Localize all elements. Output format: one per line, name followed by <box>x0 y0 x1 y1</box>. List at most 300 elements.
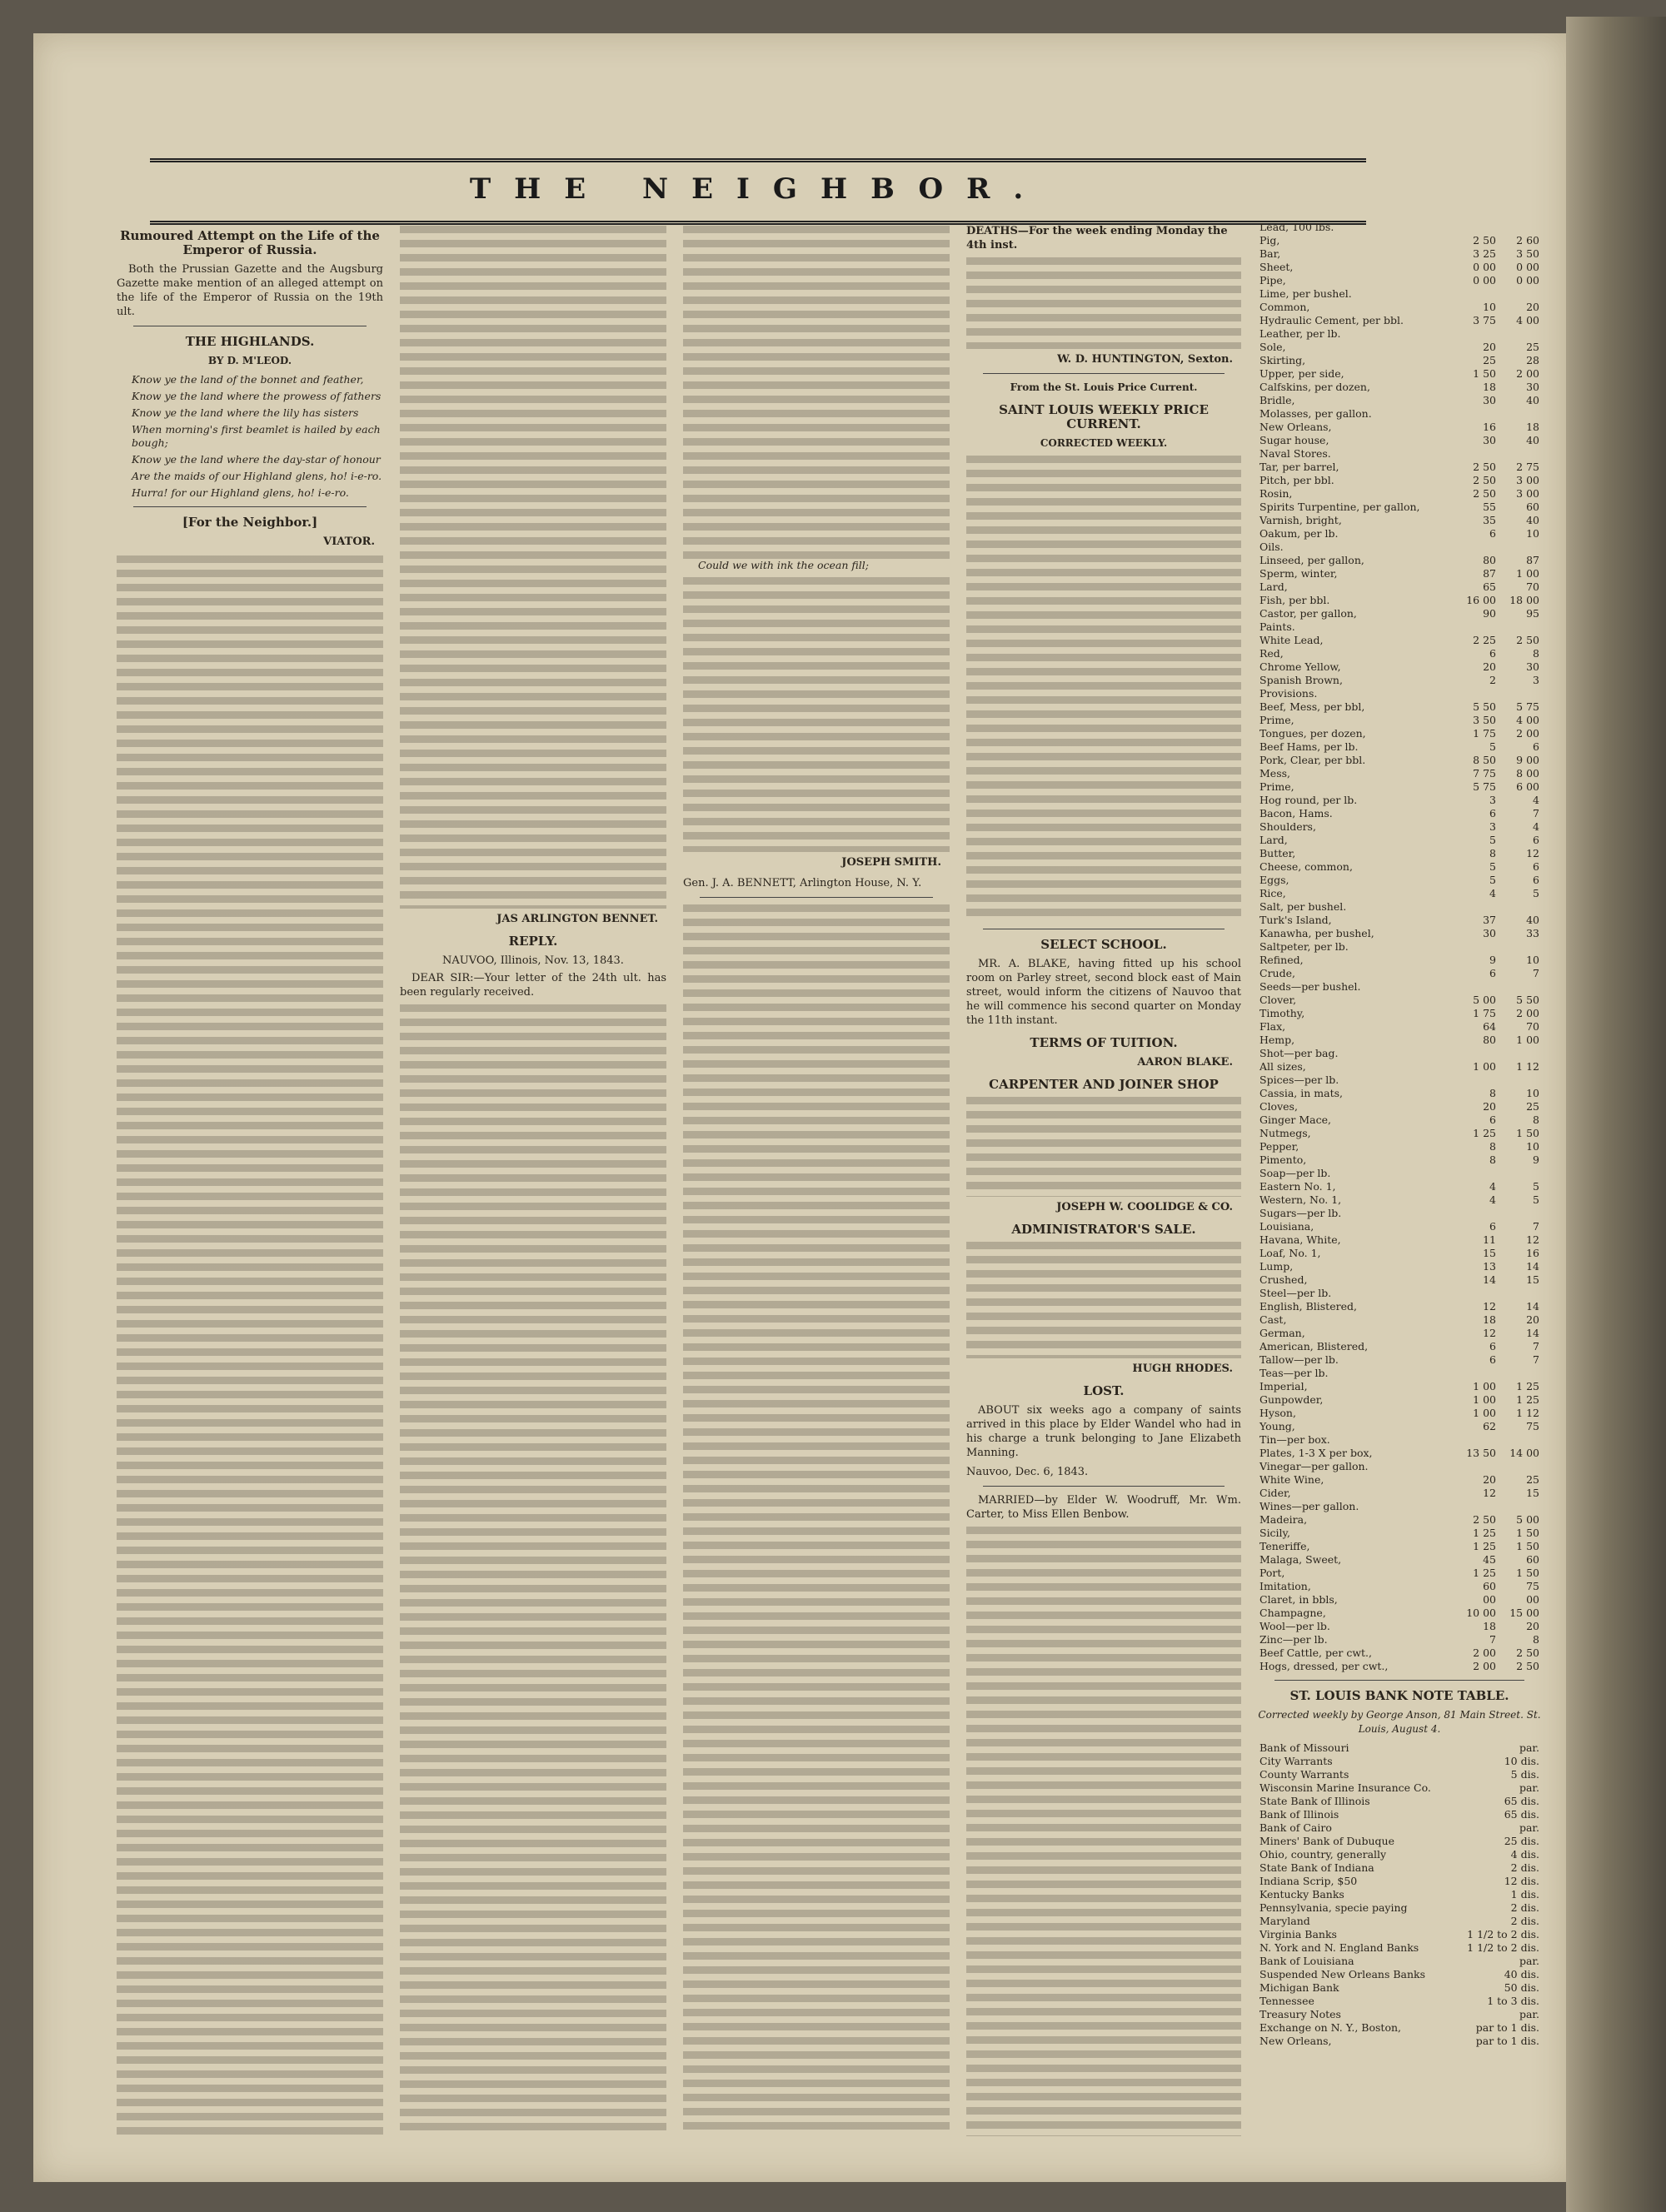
admin-heading: ADMINISTRATOR'S SALE. <box>1011 1222 1196 1237</box>
price-to: 1 25 <box>1516 1393 1539 1406</box>
bank-row <box>1258 1875 1541 1888</box>
price-from: 0 00 <box>1473 261 1496 273</box>
price-commodity: Butter, <box>1259 847 1296 859</box>
price-from: 80 <box>1483 1034 1496 1046</box>
price-from: 10 <box>1483 301 1496 313</box>
price-row <box>1258 1327 1541 1340</box>
bank-name: Suspended New Orleans Banks <box>1259 1968 1426 1980</box>
price-from: 87 <box>1483 567 1496 580</box>
poem-verse: Know ye the land where the day-star of honour <box>132 453 381 466</box>
price-from <box>1454 900 1498 914</box>
price-from: 1 00 <box>1473 1407 1496 1419</box>
price-from: 6 <box>1489 1353 1496 1366</box>
price-from: 9 <box>1489 954 1496 966</box>
signature: JAS ARLINGTON BENNET. <box>496 913 658 925</box>
price-commodity: Wines—per gallon. <box>1259 1500 1359 1512</box>
price-to: 4 <box>1533 794 1539 806</box>
price-to: 15 <box>1526 1273 1539 1286</box>
price-to: 16 <box>1526 1247 1539 1259</box>
price-row <box>1258 327 1541 341</box>
price-from: 25 <box>1483 354 1496 366</box>
price-from: 8 50 <box>1473 754 1496 766</box>
price-row <box>1258 1260 1541 1273</box>
price-row <box>1258 714 1541 727</box>
price-commodity: Young, <box>1259 1420 1295 1432</box>
bank-row <box>1258 1915 1541 1928</box>
price-row <box>1258 1607 1541 1620</box>
price-from: 0 00 <box>1473 274 1496 286</box>
price-to: 12 <box>1526 1233 1539 1246</box>
price-row <box>1258 1353 1541 1367</box>
price-commodity: Cast, <box>1259 1313 1287 1326</box>
bank-row <box>1258 1861 1541 1875</box>
price-to: 14 <box>1526 1327 1539 1339</box>
price-commodity: Sole, <box>1259 341 1286 353</box>
price-row <box>1258 1647 1541 1660</box>
price-commodity: Upper, per side, <box>1259 367 1344 380</box>
price-row <box>1258 914 1541 927</box>
rumor-text: Both the Prussian Gazette and the Augsburg Gazette make mention of an alleged attempt on the life of the Emperor of Russia on the 19th ult. <box>117 263 383 318</box>
price-to: 75 <box>1526 1580 1539 1592</box>
price-row <box>1258 1247 1541 1260</box>
price-commodity: Eggs, <box>1259 874 1289 886</box>
price-from: 20 <box>1483 1100 1496 1113</box>
price-row <box>1258 1313 1541 1327</box>
price-commodity: Hydraulic Cement, per bbl. <box>1259 314 1404 326</box>
price-row <box>1258 580 1541 594</box>
price-commodity: Vinegar—per gallon. <box>1259 1460 1369 1472</box>
price-commodity: Malaga, Sweet, <box>1259 1553 1342 1566</box>
price-row <box>1258 874 1541 887</box>
bank-rate: 2 dis. <box>1510 1915 1539 1927</box>
lost-heading: LOST. <box>1083 1383 1125 1398</box>
bank-rate: 12 dis. <box>1504 1875 1539 1887</box>
price-commodity: Cider, <box>1259 1487 1291 1499</box>
price-from: 30 <box>1483 434 1496 446</box>
price-row <box>1258 940 1541 954</box>
rumor-heading: Rumoured Attempt on the Life of the Emperor of Russia. <box>120 228 380 257</box>
price-from: 18 <box>1483 1620 1496 1632</box>
price-from: 30 <box>1483 927 1496 939</box>
bank-name: Treasury Notes <box>1259 2008 1341 2020</box>
price-commodity: Lime, per bushel. <box>1259 287 1352 300</box>
price-to: 4 00 <box>1516 314 1539 326</box>
price-to: 2 75 <box>1516 461 1539 473</box>
price-row <box>1258 927 1541 940</box>
price-to: 4 00 <box>1516 714 1539 726</box>
price-to: 33 <box>1526 927 1539 939</box>
bank-rate: 1 to 3 dis. <box>1487 1995 1539 2007</box>
price-from: 1 25 <box>1473 1527 1496 1539</box>
price-from <box>1454 327 1498 341</box>
price-row <box>1258 1367 1541 1380</box>
price-commodity: Wool—per lb. <box>1259 1620 1330 1632</box>
price-row <box>1258 807 1541 820</box>
price-to: 2 00 <box>1516 1007 1539 1019</box>
carpenter-signature: JOSEPH W. COOLIDGE & CO. <box>1056 1201 1233 1213</box>
poem-verse: Hurra! for our Highland glens, ho! i-e-ro. <box>132 486 349 499</box>
price-commodity: Pork, Clear, per bbl. <box>1259 754 1366 766</box>
price-from: 2 50 <box>1473 234 1496 247</box>
poem-verse: Know ye the land of the bonnet and feather, <box>132 373 364 386</box>
price-row <box>1258 1487 1541 1500</box>
column-5 <box>1258 221 1541 2136</box>
poem-verse: Know ye the land where the prowess of fathers <box>132 390 382 402</box>
price-to: 2 50 <box>1516 1660 1539 1672</box>
column-2 <box>400 221 666 2136</box>
price-to: 1 25 <box>1516 1380 1539 1392</box>
price-commodity: Turk's Island, <box>1259 914 1332 926</box>
price-from <box>1454 1167 1498 1180</box>
price-to: 3 00 <box>1516 474 1539 486</box>
price-row <box>1258 994 1541 1007</box>
price-from <box>1454 687 1498 700</box>
price-commodity: White Wine, <box>1259 1473 1324 1486</box>
price-from <box>1454 407 1498 421</box>
price-row <box>1258 887 1541 900</box>
price-row <box>1258 1513 1541 1527</box>
price-to: 7 <box>1533 1220 1539 1233</box>
price-row <box>1258 461 1541 474</box>
price-commodity: Lard, <box>1259 580 1288 593</box>
price-to: 10 <box>1526 1087 1539 1099</box>
price-row <box>1258 1074 1541 1087</box>
price-from: 1 50 <box>1473 367 1496 380</box>
bank-row <box>1258 1995 1541 2008</box>
price-to: 10 <box>1526 1140 1539 1153</box>
price-from: 8 <box>1489 847 1496 859</box>
price-row <box>1258 847 1541 860</box>
price-row <box>1258 1460 1541 1473</box>
price-commodity: Molasses, per gallon. <box>1259 407 1372 420</box>
price-to: 2 50 <box>1516 634 1539 646</box>
price-commodity: Paints. <box>1259 620 1295 633</box>
price-to <box>1498 1287 1541 1300</box>
price-from: 2 25 <box>1473 634 1496 646</box>
price-commodity: Eastern No. 1, <box>1259 1180 1336 1193</box>
price-row <box>1258 1473 1541 1487</box>
price-row <box>1258 1100 1541 1113</box>
price-row <box>1258 1567 1541 1580</box>
price-from <box>1454 980 1498 994</box>
bank-name: N. York and N. England Banks <box>1259 1941 1419 1954</box>
price-from: 11 <box>1483 1233 1496 1246</box>
price-from <box>1454 447 1498 461</box>
price-from <box>1454 221 1498 234</box>
bank-rate: 1 1/2 to 2 dis. <box>1467 1928 1539 1940</box>
price-from: 4 <box>1489 887 1496 899</box>
price-to <box>1498 620 1541 634</box>
price-row <box>1258 341 1541 354</box>
price-commodity: Champagne, <box>1259 1607 1326 1619</box>
price-from: 2 00 <box>1473 1660 1496 1672</box>
price-commodity: Crude, <box>1259 967 1295 979</box>
bank-rate: 1 1/2 to 2 dis. <box>1467 1941 1539 1954</box>
bank-name: Ohio, country, generally <box>1259 1848 1387 1861</box>
price-to: 60 <box>1526 501 1539 513</box>
price-from: 20 <box>1483 660 1496 673</box>
price-from: 2 50 <box>1473 1513 1496 1526</box>
bank-rate: 65 dis. <box>1504 1795 1539 1807</box>
price-row <box>1258 234 1541 247</box>
price-from: 15 <box>1483 1247 1496 1259</box>
price-from <box>1454 620 1498 634</box>
price-from: 12 <box>1483 1300 1496 1313</box>
price-row <box>1258 1140 1541 1153</box>
price-commodity: Cloves, <box>1259 1100 1298 1113</box>
price-to: 14 00 <box>1509 1447 1539 1459</box>
price-commodity: Gunpowder, <box>1259 1393 1324 1406</box>
price-row <box>1258 1660 1541 1673</box>
price-from: 3 25 <box>1473 247 1496 260</box>
price-to <box>1498 1207 1541 1220</box>
column-3 <box>683 221 950 2136</box>
price-commodity: Hyson, <box>1259 1407 1296 1419</box>
price-from: 6 <box>1489 807 1496 820</box>
price-commodity: Pitch, per bbl. <box>1259 474 1334 486</box>
price-commodity: Spirits Turpentine, per gallon, <box>1259 501 1420 513</box>
price-commodity: English, Blistered, <box>1259 1300 1357 1313</box>
price-commodity: Calfskins, per dozen, <box>1259 381 1370 393</box>
price-from: 6 <box>1489 1113 1496 1126</box>
price-commodity: New Orleans, <box>1259 421 1332 433</box>
masthead-title: THE NEIGHBOR. <box>469 172 1047 206</box>
price-from: 8 <box>1489 1140 1496 1153</box>
newspaper-page <box>33 33 1566 2182</box>
price-commodity: Hemp, <box>1259 1034 1295 1046</box>
price-row <box>1258 261 1541 274</box>
price-commodity: Tongues, per dozen, <box>1259 727 1366 740</box>
price-to: 1 00 <box>1516 567 1539 580</box>
price-commodity: Rice, <box>1259 887 1286 899</box>
price-row <box>1258 594 1541 607</box>
price-from: 12 <box>1483 1487 1496 1499</box>
price-to: 7 <box>1533 967 1539 979</box>
price-row <box>1258 1300 1541 1313</box>
price-commodity: Bridle, <box>1259 394 1295 406</box>
price-commodity: Madeira, <box>1259 1513 1308 1526</box>
poem-verse: Know ye the land where the lily has sisters <box>132 406 359 419</box>
price-to: 12 <box>1526 847 1539 859</box>
price-from: 4 <box>1489 1180 1496 1193</box>
price-to: 10 <box>1526 527 1539 540</box>
price-from: 10 00 <box>1466 1607 1496 1619</box>
price-from: 30 <box>1483 394 1496 406</box>
price-from <box>1454 1287 1498 1300</box>
price-commodity: Hog round, per lb. <box>1259 794 1358 806</box>
price-to <box>1498 1047 1541 1060</box>
price-to: 14 <box>1526 1300 1539 1313</box>
price-commodity: Tallow—per lb. <box>1259 1353 1339 1366</box>
price-from: 13 50 <box>1466 1447 1496 1459</box>
price-from: 1 00 <box>1473 1380 1496 1392</box>
price-row <box>1258 780 1541 794</box>
quoted-verse: Could we with ink the ocean fill; <box>698 559 869 571</box>
price-list-block <box>966 456 1241 922</box>
bank-name: Kentucky Banks <box>1259 1888 1344 1901</box>
bank-rate: 40 dis. <box>1504 1968 1539 1980</box>
price-to <box>1498 687 1541 700</box>
bank-name: Virginia Banks <box>1259 1928 1337 1940</box>
price-row <box>1258 1593 1541 1607</box>
price-to: 6 <box>1533 874 1539 886</box>
price-commodity: German, <box>1259 1327 1305 1339</box>
price-from: 7 <box>1489 1633 1496 1646</box>
price-row <box>1258 1393 1541 1407</box>
price-from: 00 <box>1483 1593 1496 1606</box>
body-text-block <box>400 226 666 909</box>
price-commodity: Varnish, bright, <box>1259 514 1342 526</box>
price-row <box>1258 554 1541 567</box>
price-from: 80 <box>1483 554 1496 566</box>
price-row <box>1258 1007 1541 1020</box>
price-to: 18 00 <box>1509 594 1539 606</box>
body-text-block <box>966 1527 1241 2136</box>
price-to: 1 12 <box>1516 1407 1539 1419</box>
price-commodity: Imperial, <box>1259 1380 1308 1392</box>
letter-heading: [For the Neighbor.] <box>182 515 318 530</box>
price-commodity: White Lead, <box>1259 634 1324 646</box>
bank-name: Michigan Bank <box>1259 1981 1339 1994</box>
price-row <box>1258 727 1541 740</box>
price-row <box>1258 407 1541 421</box>
price-row <box>1258 1153 1541 1167</box>
price-to: 5 <box>1533 887 1539 899</box>
price-to: 30 <box>1526 381 1539 393</box>
price-row <box>1258 567 1541 580</box>
price-to <box>1498 1460 1541 1473</box>
price-commodity: Prime, <box>1259 714 1294 726</box>
price-to: 10 <box>1526 954 1539 966</box>
price-from: 5 <box>1489 860 1496 873</box>
bank-row <box>1258 1755 1541 1768</box>
price-from: 12 <box>1483 1327 1496 1339</box>
price-to <box>1498 980 1541 994</box>
price-to: 00 <box>1526 1593 1539 1606</box>
price-to: 15 <box>1526 1487 1539 1499</box>
price-from: 16 00 <box>1466 594 1496 606</box>
poem-title: THE HIGHLANDS. <box>185 334 315 349</box>
price-row <box>1258 1034 1541 1047</box>
bank-row <box>1258 1981 1541 1995</box>
price-to: 25 <box>1526 1473 1539 1486</box>
price-row <box>1258 900 1541 914</box>
price-commodity: Lead, 100 lbs. <box>1259 221 1334 233</box>
price-commodity: Kanawha, per bushel, <box>1259 927 1374 939</box>
price-commodity: Oakum, per lb. <box>1259 527 1339 540</box>
price-row <box>1258 447 1541 461</box>
price-to: 40 <box>1526 914 1539 926</box>
price-row <box>1258 541 1541 554</box>
price-from: 1 25 <box>1473 1567 1496 1579</box>
price-from <box>1454 541 1498 554</box>
price-row <box>1258 1633 1541 1647</box>
price-commodity: Skirting, <box>1259 354 1306 366</box>
price-commodity: Castor, per gallon, <box>1259 607 1357 620</box>
price-to: 2 60 <box>1516 234 1539 247</box>
carpenter-heading: CARPENTER AND JOINER SHOP <box>989 1077 1219 1092</box>
price-from <box>1454 1500 1498 1513</box>
price-row <box>1258 1207 1541 1220</box>
price-commodity: Shoulders, <box>1259 820 1316 833</box>
price-from: 2 50 <box>1473 474 1496 486</box>
price-row <box>1258 660 1541 674</box>
bank-name: Bank of Louisiana <box>1259 1955 1354 1967</box>
price-from: 5 75 <box>1473 780 1496 793</box>
bank-name: Exchange on N. Y., Boston, <box>1259 2021 1401 2034</box>
price-from: 3 <box>1489 794 1496 806</box>
price-to: 0 00 <box>1516 261 1539 273</box>
price-row <box>1258 967 1541 980</box>
bank-rate: par. <box>1519 1741 1539 1754</box>
price-from: 1 25 <box>1473 1540 1496 1552</box>
price-to <box>1498 1167 1541 1180</box>
price-table <box>1258 221 1541 1673</box>
price-commodity: Refined, <box>1259 954 1304 966</box>
bank-name: New Orleans, <box>1259 2035 1332 2047</box>
price-from: 37 <box>1483 914 1496 926</box>
bank-name: County Warrants <box>1259 1768 1349 1781</box>
price-to: 9 00 <box>1516 754 1539 766</box>
bank-row <box>1258 2021 1541 2035</box>
price-to: 14 <box>1526 1260 1539 1273</box>
price-to: 1 50 <box>1516 1540 1539 1552</box>
price-from <box>1454 1433 1498 1447</box>
price-commodity: Cassia, in mats, <box>1259 1087 1343 1099</box>
bank-name: Pennsylvania, specie paying <box>1259 1901 1408 1914</box>
price-row <box>1258 221 1541 234</box>
price-row <box>1258 1433 1541 1447</box>
price-row <box>1258 394 1541 407</box>
body-text-block <box>966 257 1241 349</box>
price-from: 20 <box>1483 1473 1496 1486</box>
masthead <box>150 158 1366 225</box>
school-heading: SELECT SCHOOL. <box>1040 937 1167 952</box>
price-from: 13 <box>1483 1260 1496 1273</box>
price-commodity: Naval Stores. <box>1259 447 1331 460</box>
bank-name: Bank of Cairo <box>1259 1821 1332 1834</box>
bank-row <box>1258 1968 1541 1981</box>
price-from <box>1454 1367 1498 1380</box>
price-row <box>1258 1420 1541 1433</box>
price-from: 64 <box>1483 1020 1496 1033</box>
price-row <box>1258 1620 1541 1633</box>
price-to: 18 <box>1526 421 1539 433</box>
price-row <box>1258 487 1541 501</box>
price-commodity: Chrome Yellow, <box>1259 660 1341 673</box>
price-from: 20 <box>1483 341 1496 353</box>
price-to: 87 <box>1526 554 1539 566</box>
bank-rate: 5 dis. <box>1510 1768 1539 1781</box>
price-from: 8 <box>1489 1087 1496 1099</box>
bank-rate: 1 dis. <box>1510 1888 1539 1901</box>
price-from: 1 25 <box>1473 1127 1496 1139</box>
column-1 <box>117 221 383 2136</box>
price-commodity: Bar, <box>1259 247 1281 260</box>
price-row <box>1258 1193 1541 1207</box>
price-commodity: Mess, <box>1259 767 1290 780</box>
price-from: 62 <box>1483 1420 1496 1432</box>
price-to: 25 <box>1526 1100 1539 1113</box>
price-to: 25 <box>1526 341 1539 353</box>
price-commodity: Beef, Mess, per bbl, <box>1259 700 1365 713</box>
price-from: 18 <box>1483 1313 1496 1326</box>
price-row <box>1258 954 1541 967</box>
poem-verse: Are the maids of our Highland glens, ho! i-e-ro. <box>132 470 382 482</box>
price-row <box>1258 794 1541 807</box>
price-row <box>1258 700 1541 714</box>
price-row <box>1258 647 1541 660</box>
